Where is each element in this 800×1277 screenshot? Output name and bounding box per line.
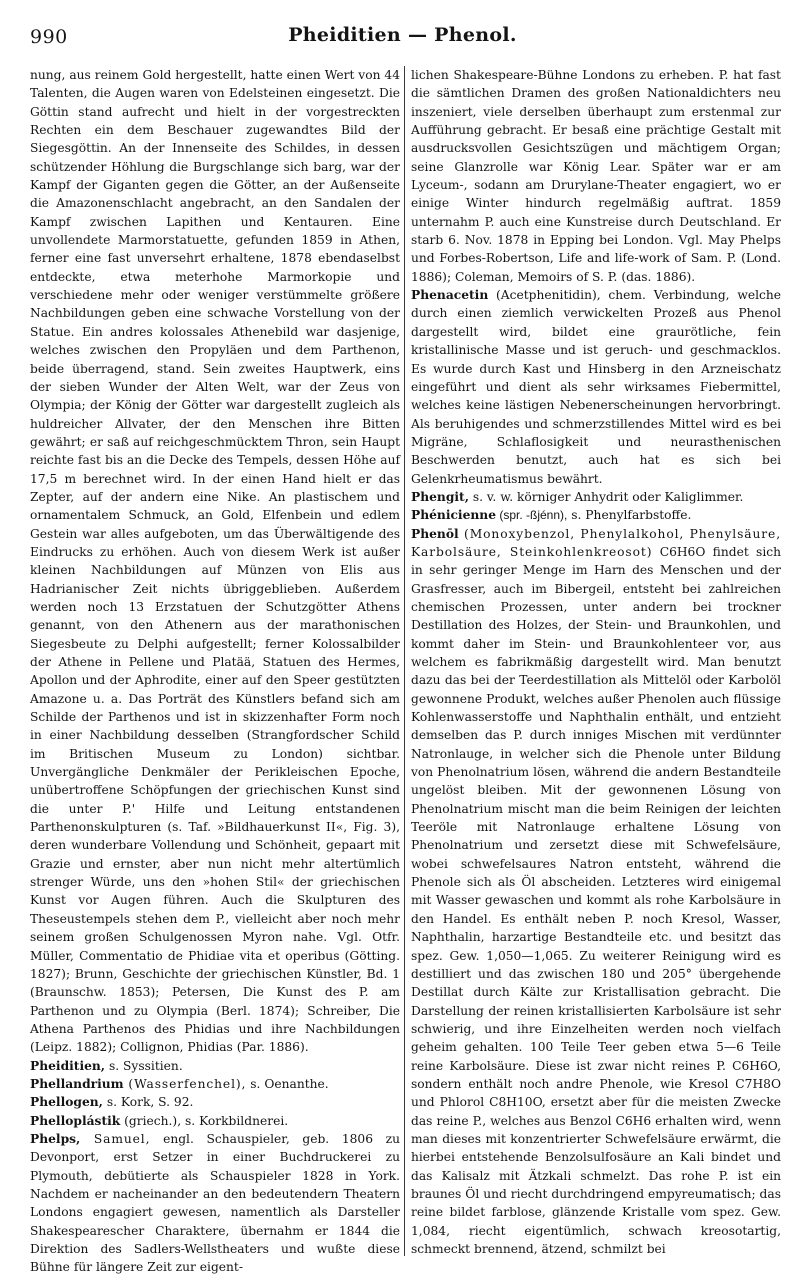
page-header — [30, 22, 775, 52]
entry-term: Pheiditien, — [30, 1057, 106, 1073]
left-column — [30, 66, 401, 1275]
entry-term: Phenacetin — [411, 287, 489, 303]
entry-phellandrium — [30, 1075, 400, 1093]
entry-term: Phelloplástik — [30, 1112, 121, 1128]
entry-phellogen — [30, 1093, 400, 1111]
entry-text: s. Phenylfarbstoffe. — [567, 508, 692, 523]
entry-text: (Acetphenitidin), chem. Verbindung, welche durch einen ziemlich verwickelten Prozeß aus Phenol dargestellt wird, bildet eine graurötliche, fein kristallinische Masse und ist geruch- und geschmacklos. Es wurde durch Kast und Hinsberg in den Arzneischatz eingeführt und dient als sehr wirksames Fiebermittel, welches keine lästigen Nebenerscheinungen hervorbringt. Als beruhigendes und schmerzstillendes Mittel wird es bei Migräne, Schlaflosigkeit und neurasthenischen Beschwerden benutzt, auch hat es sich bei Gelenkrheumatismus bewährt. — [411, 288, 781, 486]
entry-pronunciation: (spr. -ßjénn), — [495, 508, 568, 523]
entry-phelloplastik — [30, 1112, 400, 1130]
entry-phelps — [30, 1130, 400, 1277]
entry-text: engl. Schauspieler, geb. 1806 zu Devonport, erst Setzer in einer Buchdruckerei zu Plymouth, debütierte als Schauspieler 1828 in York. Nachdem er nacheinander an den bedeutendern Theatern Londons engagiert gewesen, namentlich als Darsteller Shakespearescher Charaktere, übernahm er 1844 die Direktion des Sadlers-Wellstheaters und wußte diese Bühne für längere Zeit zur eigent- — [30, 1131, 401, 1275]
entry-phenacetin — [411, 286, 781, 488]
entry-term: Phénicienne — [411, 507, 496, 523]
entry-text: s. Syssitien. — [105, 1058, 183, 1073]
entry-synonyms: (Monoxybenzol, Phenylalkohol, Phenylsäure, Karbolsäure, Steinkohlenkreosot) — [411, 526, 781, 559]
entry-synonym: (Wasserfenchel), — [123, 1076, 247, 1091]
entry-pheiditien — [30, 1057, 400, 1075]
entry-term: Phellogen, — [30, 1094, 103, 1110]
phidias-article-continuation: nung, aus reinem Gold hergestellt, hatte einen Wert von 44 Talenten, die Augen waren von Edelsteinen eingesetzt. Die Göttin stand aufrecht und hielt in der vorgestreckten Rechten ein dem Beschauer zugewandtes Bild der Siegesgöttin. An der Innenseite des Schildes, in dessen schützender Höhlung die Burgschlange sich barg, war der Kampf der Giganten gegen die Götter, an der Außenseite die Amazonenschlacht angebracht, an den Sandalen der Kampf zwischen Lapithen und Kentauren. Eine unvollendete Marmorstatuette, gefunden 1859 in Athen, ferner eine fast unversehrt erhaltene, 1878 ebendaselbst entdeckte, etwa meterhohe Marmorkopie und verschiedene mehr oder weniger verstümmelte größere Nachbildungen geben eine schwache Vorstellung von der Statue. Ein andres kolossales Athenebild war dasjenige, welches zwischen den Propyläen und dem Parthenon, beide überragend, stand. Sein zweites Hauptwerk, eins der sieben Wunder der Alten Welt, war der Zeus von Olympia; der König der Götter war dargestellt zugleich als huldreicher Allvater, der den Menschen ihre Bitten gewährt; er saß auf reichgeschmücktem Thron, sein Haupt reichte fast bis an die Decke des Tempels, dessen Höhe auf 17,5 m berechnet wird. In der einen Hand hielt er das Zepter, auf der andern eine Nike. An plastischem und ornamentalem Schmuck, an Gold, Elfenbein und edlem Gestein war alles aufgeboten, um das Überwältigende des Eindrucks zu erhöhen. Auch von diesem Werk ist außer kleinen Nachbildungen auf Münzen von Elis aus Hadrianischer Zeit nichts übriggeblieben. Außerdem werden noch 13 Erzstatuen der Schutzgötter Athens genannt, von den Athenern aus der marathonischen Siegesbeute zu Delphi aufgestellt; ferner Kolossalbilder der Athene in Pellene und Platää, Statuen des Hermes, Apollon und der Aphrodite, einer auf den Speer gestützten Amazone u. a. Das Porträt des Künstlers befand sich am Schilde der Parthenos und ist in skizzenhafter Form noch in einer Nachbildung desselben (Strangfordscher Schild im Britischen Museum zu London) sichtbar. Unvergängliche Denkmäler der Perikleischen Epoche, unübertroffene Schöpfungen der griechischen Kunst sind die unter P.' Hilfe und Leitung entstandenen Parthenonskulpturen (s. Taf. »Bildhauerkunst II«, Fig. 3), deren wunderbare Vollendung und Schönheit, gepaart mit Grazie und ernster, aber nun nicht mehr altertümlich strenger Würde, uns den »hohen Stil« der griechischen Kunst vor Augen führen. Auch die Skulpturen des Theseustempels stehen dem P., vielleicht aber noch mehr seinem großen Schulgenossen Myron nahe. Vgl. Otfr. Müller, Commentatio de Phidiae vita et operibus (Götting. 1827); Brunn, Geschichte der griechischen Künstler, Bd. 1 (Braunschw. 1853); Petersen, Die Kunst des P. am Parthenon und zu Olympia (Berl. 1874); Schreiber, Die Athena Parthenos des Phidias und ihre Nachbildungen (Leipz. 1882); Collignon, Phidias (Par. 1886). — [30, 68, 400, 1055]
entry-phengit — [411, 488, 781, 506]
entry-term: Phellandrium — [30, 1075, 124, 1091]
running-head: Pheiditien — Phenol. — [288, 24, 517, 46]
entry-text: s. v. w. körniger Anhydrit oder Kaliglimmer. — [468, 489, 744, 504]
entry-phenicienne — [411, 506, 781, 524]
entry-text: s. Kork, S. 92. — [102, 1095, 194, 1110]
entry-term: Phengit, — [411, 488, 469, 504]
entry-phenol — [411, 525, 781, 1259]
entry-text: s. Oenanthe. — [246, 1076, 329, 1091]
page-number: 990 — [30, 26, 68, 48]
right-column — [411, 66, 781, 1261]
entry-term: Phelps, — [30, 1130, 81, 1146]
entry-term: Phenōl — [411, 525, 459, 541]
entry-forename: Samuel, — [80, 1131, 151, 1146]
phelps-article-continuation: lichen Shakespeare-Bühne Londons zu erheben. P. hat fast die sämtlichen Dramen des großen Nationaldichters neu inszeniert, viele derselben überhaupt zum erstenmal zur Aufführung gebracht. Er besaß eine prächtige Gestalt mit ausdrucksvollen Gesichtszügen und mächtigem Organ; seine Glanzrolle war König Lear. Später war er am Lyceum-, sodann am Drurylane-Theater engagiert, wo er einige Winter hindurch regelmäßig auftrat. 1859 unternahm P. auch eine Kunstreise durch Deutschland. Er starb 6. Nov. 1878 in Epping bei London. Vgl. May Phelps und Forbes-Robertson, Life and life-work of Sam. P. (Lond. 1886); Coleman, Memoirs of S. P. (das. 1886). — [411, 68, 781, 284]
column-divider — [404, 66, 405, 1256]
entry-text: C6H6O findet sich in sehr geringer Menge im Harn des Menschen und der Grasfresser, auch im Bibergeil, entsteht bei zahlreichen chemischen Prozessen, unter andern bei trockner Destillation des Holzes, der Stein- und Braunkohlen, und kommt daher im Stein- und Braunkohlenteer vor, aus welchem es fabrikmäßig dargestellt wird. Man benutzt dazu das bei der Teerdestillation als Mittelöl oder Karbolöl gewonnene Produkt, welches außer Phenolen auch flüssige Kohlenwasserstoffe und Naphthalin enthält, und entzieht demselben das P. durch inniges Mischen mit verdünnter Natronlauge, in welcher sich die Phenole unter Bildung von Phenolnatrium lösen, während die andern Bestandteile ungelöst bleiben. Mit der gewonnenen Lösung von Phenolnatrium mischt man die beim Reinigen der leichten Teeröle mit Natronlauge erhaltene Lösung von Phenolnatrium und zersetzt diese mit Schwefelsäure, wobei schwefelsaures Natron entsteht, während die Phenole sich als Öl abscheiden. Letzteres wird einigemal mit Wasser gewaschen und kommt als rohe Karbolsäure in den Handel. Es enthält neben P. noch Kresol, Wasser, Naphthalin, harzartige Bestandteile etc. und besitzt das spez. Gew. 1,050—1,065. Zu weiterer Reinigung wird es destilliert und das zwischen 180 und 205° übergehende Destillat durch Kälte zur Kristallisation gebracht. Die Darstellung der reinen kristallisierten Karbolsäure ist sehr schwierig, und ihre Einzelheiten werden noch vielfach geheim gehalten. 100 Teile Teer geben etwa 5—6 Teile reine Karbolsäure. Diese ist zwar nicht reines P. C6H6O, sondern enthält noch andre Phenole, wie Kresol C7H8O und Phlorol C8H10O, ersetzt aber für die meisten Zwecke das reine P., welches aus Benzol C6H6 erhalten wird, wenn man dieses mit konzentrierter Schwefelsäure erwärmt, die hierbei entstehende Benzolsulfosäure an Kali bindet und das Kalisalz mit Ätzkali schmelzt. Das rohe P. ist ein braunes Öl und riecht durchdringend empyreumatisch; das reine bildet farblose, glänzende Kristalle vom spez. Gew. 1,084, riecht eigentümlich, schwach kreosotartig, schmeckt brennend, ätzend, schmilzt bei — [411, 544, 781, 1256]
entry-text: (griech.), s. Korkbildnerei. — [120, 1113, 289, 1128]
